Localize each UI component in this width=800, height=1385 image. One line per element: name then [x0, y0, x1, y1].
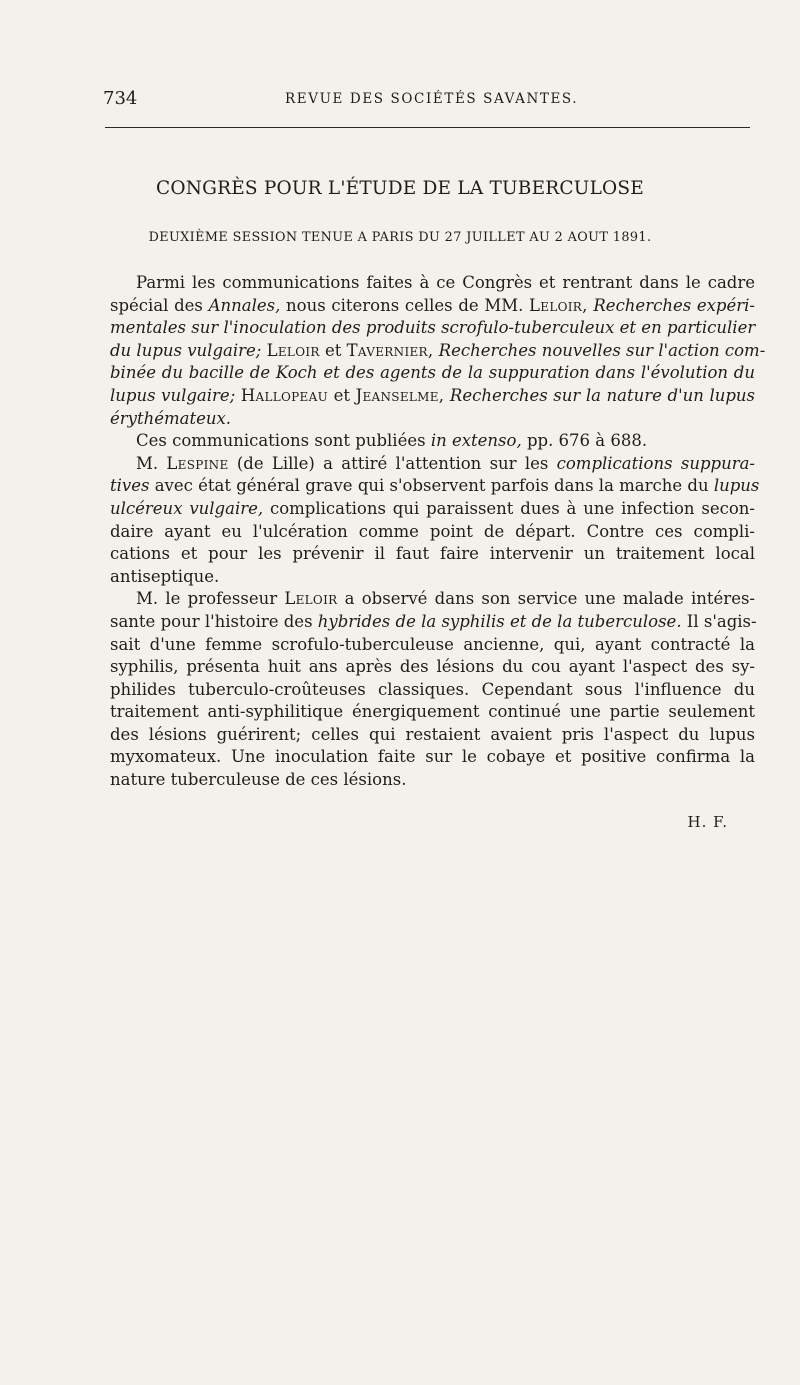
text-line: M. le professeur Leloir a observé dans son service une malade intéres- [136, 589, 755, 609]
text-line: syphilis, présenta huit ans après des lésions du cou ayant l'aspect des sy- [110, 657, 755, 677]
text-line: M. Lespine (de Lille) a attiré l'attention sur les complications suppura- [136, 453, 755, 473]
text-line: du lupus vulgaire; Leloir et Tavernier, Recherches nouvelles sur l'action com- [110, 340, 766, 360]
text-line: érythémateux. [110, 408, 232, 428]
text-line: Parmi les communications faites à ce Congrès et rentrant dans le cadre [136, 273, 755, 292]
page-number: 734 [103, 88, 138, 109]
text-line: mentales sur l'inoculation des produits scrofulo-tuberculeux et en particulier [110, 318, 756, 338]
text-line: sait d'une femme scrofulo-tuberculeuse ancienne, qui, ayant contracté la [110, 634, 755, 654]
header-rule [105, 127, 750, 128]
article-body [110, 272, 766, 792]
running-title: REVUE DES SOCIÉTÉS SAVANTES. [285, 91, 579, 107]
text-line: des lésions guérirent; celles qui restaient avaient pris l'aspect du lupus [110, 724, 755, 744]
article-subtitle: DEUXIÈME SESSION TENUE A PARIS DU 27 JUILLET AU 2 AOUT 1891. [148, 230, 652, 245]
text-line: tives avec état général grave qui s'observent parfois dans la marche du lupus [110, 476, 760, 496]
text-line: daire ayant eu l'ulcération comme point de départ. Contre ces compli- [110, 521, 755, 541]
text-line: traitement anti-syphilitique énergiquement continué une partie seulement [110, 702, 755, 722]
text-line: sante pour l'histoire des hybrides de la syphilis et de la tuberculose. Il s'agis- [110, 611, 757, 631]
text-line: myxomateux. Une inoculation faite sur le cobaye et positive confirma la [110, 747, 755, 767]
text-line: philides tuberculo-croûteuses classiques. Cependant sous l'influence du [110, 679, 755, 699]
paragraph [110, 453, 760, 589]
paragraph [110, 430, 755, 453]
text-line: Ces communications sont publiées in extenso, pp. 676 à 688. [136, 431, 648, 451]
text-line: binée du bacille de Koch et des agents de la suppuration dans l'évolution du [110, 363, 755, 383]
paragraph [110, 588, 755, 791]
text-line: cations et pour les prévenir il faut faire intervenir un traitement local [110, 544, 755, 564]
paragraph [110, 272, 766, 430]
text-line: spécial des Annales, nous citerons celles de MM. Leloir, Recherches expéri- [110, 295, 755, 315]
running-head [103, 88, 752, 110]
text-line: nature tuberculeuse de ces lésions. [110, 770, 407, 790]
text-line: lupus vulgaire; Hallopeau et Jeanselme, Recherches sur la nature d'un lupus [110, 385, 755, 405]
author-signature: H. F. [687, 813, 728, 831]
text-line: ulcéreux vulgaire, complications qui paraissent dues à une infection secon- [110, 498, 755, 518]
text-line: antiseptique. [110, 566, 220, 586]
article-title: CONGRÈS POUR L'ÉTUDE DE LA TUBERCULOSE [156, 178, 644, 199]
